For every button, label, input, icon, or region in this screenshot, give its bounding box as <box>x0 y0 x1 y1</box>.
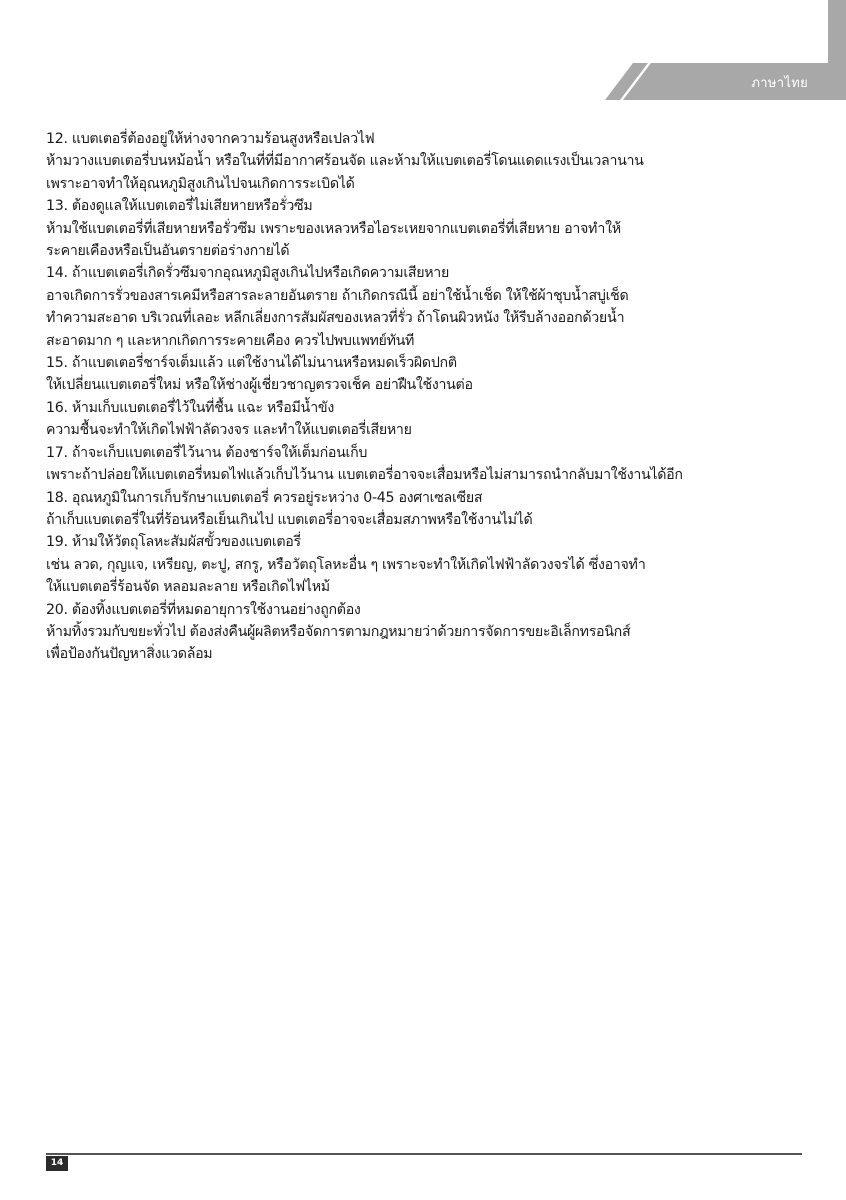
item-15-text-line: ให้เปลี่ยนแบตเตอรี่ใหม่ หรือให้ช่างผู้เชี่ยวชาญตรวจเช็ค อย่าฝืนใช้งานต่อ <box>46 377 473 394</box>
item-13-text-line: ระคายเคืองหรือเป็นอันตรายต่อร่างกายได้ <box>46 243 290 260</box>
item-18-text-line: ถ้าเก็บแบตเตอรี่ในที่ร้อนหรือเย็นเกินไป แบตเตอรี่อาจจะเสื่อมสภาพหรือใช้งานไม่ได้ <box>46 511 533 528</box>
item-14-heading: 14. ถ้าแบตเตอรี่เกิดรั่วซึมจากอุณหภูมิสูงเกินไปหรือเกิดความเสียหาย <box>46 265 449 282</box>
item-15-heading: 15. ถ้าแบตเตอรี่ชาร์จเต็มแล้ว แต่ใช้งานได้ไม่นานหรือหมดเร็วผิดปกติ <box>46 355 457 372</box>
item-16-heading: 16. ห้ามเก็บแบตเตอรี่ไว้ในที่ชื้น แฉะ หรือมีน้ำขัง <box>46 399 334 416</box>
item-14-text-line: อาจเกิดการรั่วของสารเคมีหรือสารละลายอันตราย ถ้าเกิดกรณีนี้ อย่าใช้น้ำเช็ด ให้ใช้ผ้าชุบน้ำสบู่เช็ด <box>46 287 629 304</box>
item-12-text-line: เพราะอาจทำให้อุณหภูมิสูงเกินไปจนเกิดการระเบิดได้ <box>46 175 355 192</box>
language-label: ภาษาไทย <box>751 76 808 91</box>
item-20-heading: 20. ต้องทิ้งแบตเตอรี่ที่หมดอายุการใช้งานอย่างถูกต้อง <box>46 601 361 618</box>
item-19-heading: 19. ห้ามให้วัตถุโลหะสัมผัสขั้วของแบตเตอรี่ <box>46 534 301 551</box>
item-13-heading: 13. ต้องดูแลให้แบตเตอรี่ไม่เสียหายหรือรั่วซึม <box>46 198 313 215</box>
item-14-text-line: สะอาดมาก ๆ และหากเกิดการระคายเคือง ควรไปพบแพทย์ทันที <box>46 332 415 349</box>
item-19-text-line: เช่น ลวด, กุญแจ, เหรียญ, ตะปู, สกรู, หรือวัตถุโลหะอื่น ๆ เพราะจะทำให้เกิดไฟฟ้าลัดวงจรได้ ซึ่งอาจทำ <box>46 556 646 573</box>
page-number: 14 <box>46 1156 68 1171</box>
safety-instructions <box>46 128 836 666</box>
item-18-heading: 18. อุณหภูมิในการเก็บรักษาแบตเตอรี่ ควรอยู่ระหว่าง 0-45 องศาเซลเซียส <box>46 489 483 506</box>
item-13-text-line: ห้ามใช้แบตเตอรี่ที่เสียหายหรือรั่วซึม เพราะของเหลวหรือไอระเหยจากแบตเตอรี่ที่เสียหาย อาจทำให้ <box>46 220 621 237</box>
item-19-text-line: ให้แบตเตอรี่ร้อนจัด หลอมละลาย หรือเกิดไฟไหม้ <box>46 579 330 596</box>
item-17-heading: 17. ถ้าจะเก็บแบตเตอรี่ไว้นาน ต้องชาร์จให้เต็มก่อนเก็บ <box>46 444 368 461</box>
item-16-text-line: ความชื้นจะทำให้เกิดไฟฟ้าลัดวงจร และทำให้แบตเตอรี่เสียหาย <box>46 422 412 439</box>
item-20-text-line: ห้ามทิ้งรวมกับขยะทั่วไป ต้องส่งคืนผู้ผลิตหรือจัดการตามกฎหมายว่าด้วยการจัดการขยะอิเล็กทรอนิกส์ <box>46 623 631 640</box>
item-17-text-line: เพราะถ้าปล่อยให้แบตเตอรี่หมดไฟแล้วเก็บไว้นาน แบตเตอรี่อาจจะเสื่อมหรือไม่สามารถนำกลับมาใช้งานได้อีก <box>46 467 683 484</box>
corner-accent-stem <box>828 0 846 100</box>
item-20-text-line: เพื่อป้องกันปัญหาสิ่งแวดล้อม <box>46 646 213 663</box>
footer-divider <box>46 1153 802 1155</box>
item-12-heading: 12. แบตเตอรี่ต้องอยู่ให้ห่างจากความร้อนสูงหรือเปลวไฟ <box>46 131 375 147</box>
item-12-text-line: ห้ามวางแบตเตอรี่บนหม้อน้ำ หรือในที่ที่มีอากาศร้อนจัด และห้ามให้แบตเตอรี่โดนแดดแรงเป็นเวลานาน <box>46 153 644 170</box>
language-tab <box>0 0 846 120</box>
item-14-text-line: ทำความสะอาด บริเวณที่เลอะ หลีกเลี่ยงการสัมผัสของเหลวที่รั่ว ถ้าโดนผิวหนัง ให้รีบล้างออกด้วยน้ำ <box>46 310 625 327</box>
